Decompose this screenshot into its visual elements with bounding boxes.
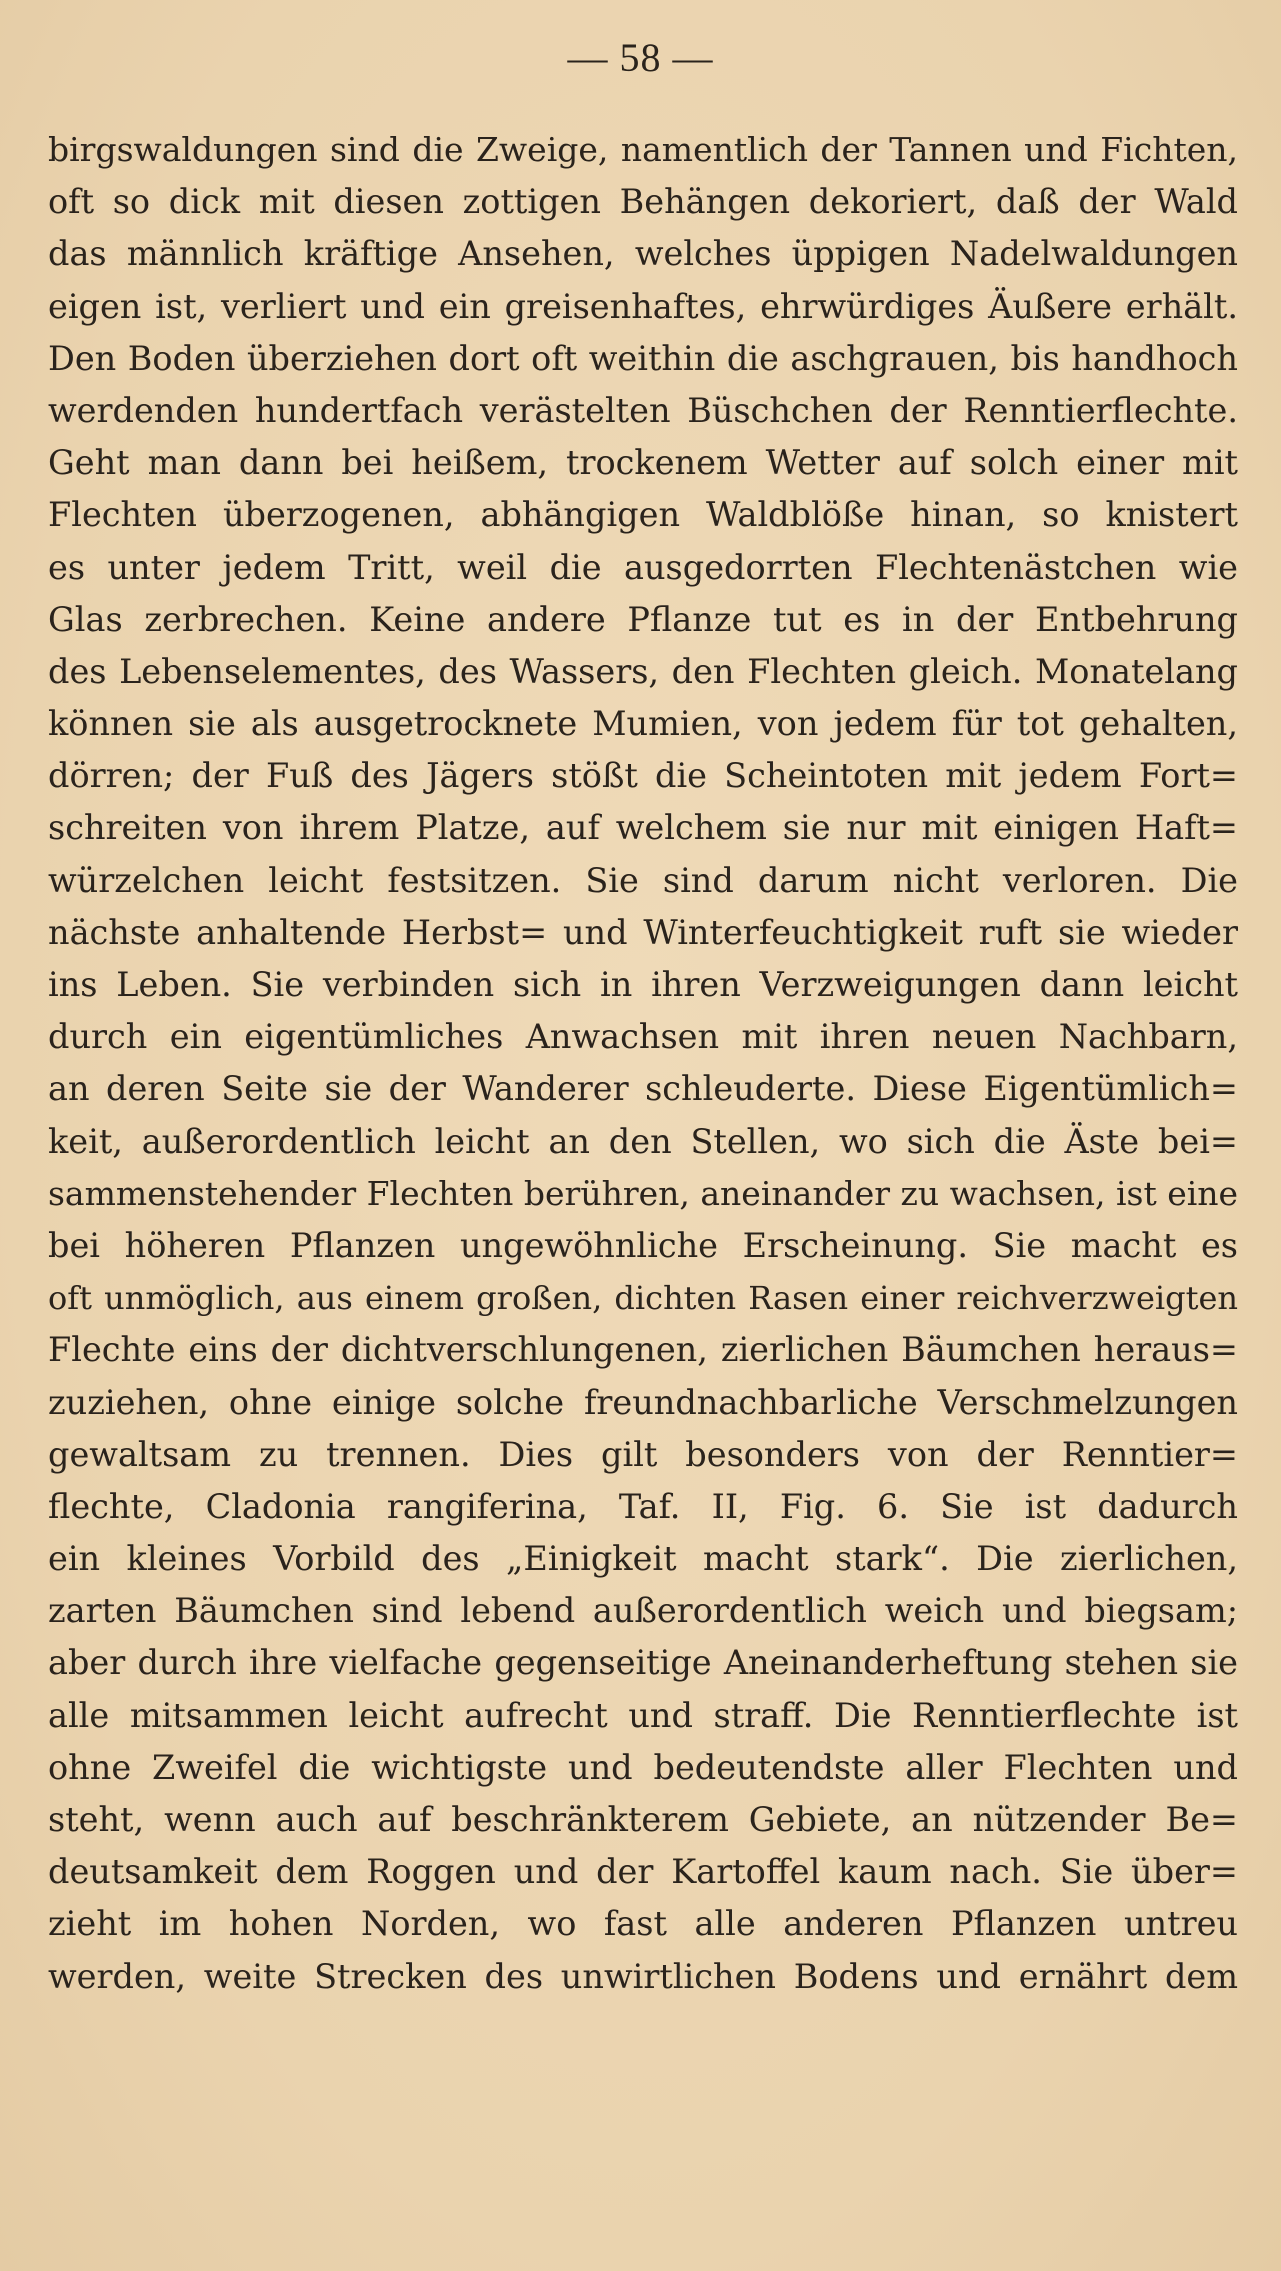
text-line: alle mitsammen leicht aufrecht und straff. Die Renntierflechte ist — [48, 1695, 1238, 1735]
text-line: Flechte eins der dichtverschlungenen, zierlichen Bäumchen heraus= — [48, 1330, 1238, 1370]
text-line: sammenstehender Flechten berühren, aneinander zu wachsen, ist eine — [48, 1173, 1238, 1213]
text-line: zieht im hohen Norden, wo fast alle anderen Pflanzen untreu — [48, 1904, 1238, 1944]
text-line: ohne Zweifel die wichtigste und bedeutendste aller Flechten und — [48, 1747, 1238, 1787]
text-line: keit, außerordentlich leicht an den Stellen, wo sich die Äste bei= — [48, 1121, 1238, 1161]
text-line: birgswaldungen sind die Zweige, namentlich der Tannen und Fichten, — [48, 130, 1238, 169]
text-line: würzelchen leicht festsitzen. Sie sind darum nicht verloren. Die — [48, 860, 1238, 900]
text-line: ein kleines Vorbild des „Einigkeit macht stark“. Die zierlichen, — [48, 1539, 1238, 1579]
text-line: gewaltsam zu trennen. Dies gilt besonders von der Renntier= — [48, 1434, 1238, 1474]
text-line: schreiten von ihrem Platze, auf welchem sie nur mit einigen Haft= — [48, 808, 1238, 848]
text-line: oft unmöglich, aus einem großen, dichten Rasen einer reichverzweigten — [48, 1279, 1238, 1318]
text-line: ins Leben. Sie verbinden sich in ihren Verzweigungen dann leicht — [48, 965, 1238, 1004]
page-number: — 58 — — [567, 35, 714, 80]
body-text — [48, 124, 1238, 2003]
text-line: dörren; der Fuß des Jägers stößt die Scheintoten mit jedem Fort= — [48, 756, 1238, 796]
text-line: nächste anhaltende Herbst= und Winterfeuchtigkeit ruft sie wieder — [48, 912, 1238, 952]
text-line: werdenden hundertfach verästelten Büschchen der Renntierflechte. — [48, 390, 1238, 430]
text-line: können sie als ausgetrocknete Mumien, von jedem für tot gehalten, — [48, 704, 1238, 744]
text-line: deutsamkeit dem Roggen und der Kartoffel kaum nach. Sie über= — [48, 1852, 1238, 1892]
text-line: zarten Bäumchen sind lebend außerordentlich weich und biegsam; — [48, 1591, 1238, 1631]
text-line: flechte, Cladonia rangiferina, Taf. II, Fig. 6. Sie ist dadurch — [48, 1486, 1238, 1526]
text-line: Flechten überzogenen, abhängigen Waldblöße hinan, so knistert — [48, 495, 1238, 535]
text-line: durch ein eigentümliches Anwachsen mit ihren neuen Nachbarn, — [48, 1017, 1238, 1057]
text-line: es unter jedem Tritt, weil die ausgedorrten Flechtenästchen wie — [48, 547, 1238, 587]
text-line: zuziehen, ohne einige solche freundnachbarliche Verschmelzungen — [48, 1382, 1238, 1422]
text-line: Glas zerbrechen. Keine andere Pflanze tut es in der Entbehrung — [48, 599, 1238, 639]
text-line: des Lebenselementes, des Wassers, den Flechten gleich. Monatelang — [48, 651, 1238, 691]
text-line: werden, weite Strecken des unwirtlichen Bodens und ernährt dem — [48, 1956, 1238, 1996]
text-line: bei höheren Pflanzen ungewöhnliche Erscheinung. Sie macht es — [48, 1225, 1238, 1265]
text-line: eigen ist, verliert und ein greisenhaftes, ehrwürdiges Äußere erhält. — [48, 286, 1238, 326]
text-line: das männlich kräftige Ansehen, welches üppigen Nadelwaldungen — [48, 234, 1238, 274]
text-line: an deren Seite sie der Wanderer schleuderte. Diese Eigentümlich= — [48, 1069, 1238, 1109]
text-line: Geht man dann bei heißem, trockenem Wetter auf solch einer mit — [48, 443, 1238, 483]
text-line: Den Boden überziehen dort oft weithin die aschgrauen, bis handhoch — [48, 338, 1238, 378]
text-line: oft so dick mit diesen zottigen Behängen dekoriert, daß der Wald — [48, 182, 1238, 222]
text-line: steht, wenn auch auf beschränkterem Gebiete, an nützender Be= — [48, 1800, 1238, 1839]
text-line: aber durch ihre vielfache gegenseitige Aneinanderheftung stehen sie — [48, 1643, 1238, 1683]
